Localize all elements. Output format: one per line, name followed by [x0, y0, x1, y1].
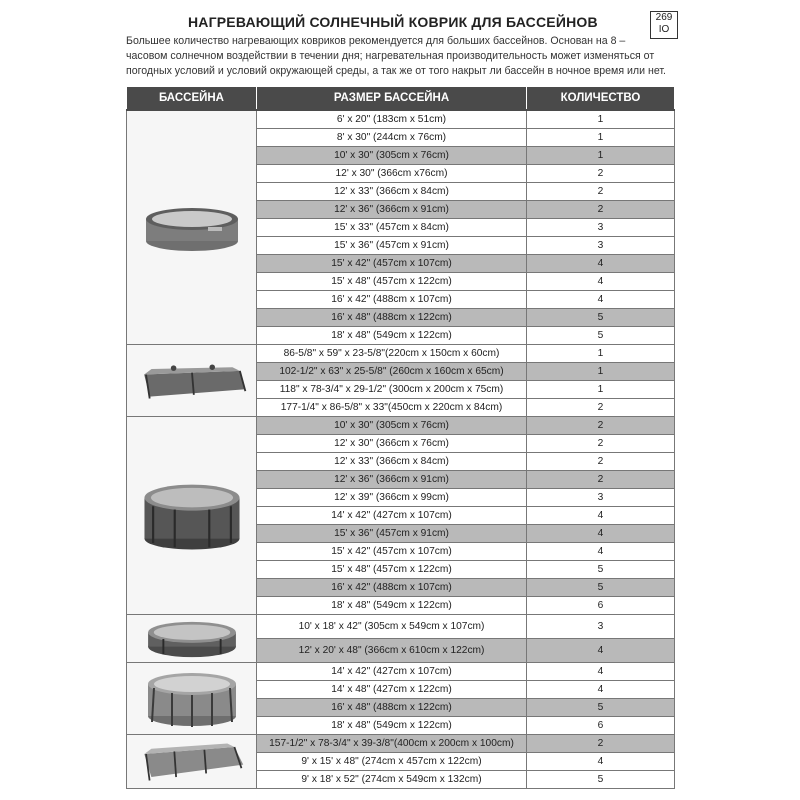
pool-size-cell: 14' x 42" (427cm x 107cm) [257, 507, 527, 525]
pool-image-cell [127, 663, 257, 735]
mat-quantity-cell: 2 [527, 735, 675, 753]
rectangular-frame-pool-icon [127, 358, 256, 404]
ultra-frame-rectangular-pool-icon [127, 737, 256, 787]
header-pool: БАССЕЙНА [127, 87, 257, 111]
mat-quantity-cell: 2 [527, 435, 675, 453]
pool-size-cell: 157-1/2" x 78-3/4" x 39-3/8"(400cm x 200cm x 100cm) [257, 735, 527, 753]
pool-size-cell: 12' x 33" (366cm x 84cm) [257, 183, 527, 201]
page-number-suffix: IO [658, 24, 670, 35]
pool-size-cell: 15' x 33" (457cm x 84cm) [257, 219, 527, 237]
mat-quantity-cell: 4 [527, 663, 675, 681]
table-body [127, 110, 675, 789]
mat-quantity-cell: 2 [527, 165, 675, 183]
pool-image-cell [127, 417, 257, 615]
mat-quantity-cell: 5 [527, 699, 675, 717]
pool-size-cell: 12' x 39" (366cm x 99cm) [257, 489, 527, 507]
mat-quantity-cell: 4 [527, 639, 675, 663]
pool-image-cell [127, 735, 257, 789]
pool-size-cell: 16' x 42" (488cm x 107cm) [257, 579, 527, 597]
pool-image-cell [127, 110, 257, 345]
header-size: РАЗМЕР БАССЕЙНА [257, 87, 527, 111]
mat-quantity-cell: 4 [527, 291, 675, 309]
pool-size-cell: 10' x 30" (305cm x 76cm) [257, 417, 527, 435]
pool-size-cell: 15' x 36" (457cm x 91cm) [257, 525, 527, 543]
mat-quantity-cell: 3 [527, 489, 675, 507]
mat-quantity-cell: 5 [527, 771, 675, 789]
pool-size-cell: 12' x 36" (366cm x 91cm) [257, 201, 527, 219]
header-qty: КОЛИЧЕСТВО [527, 87, 675, 111]
mat-quantity-cell: 2 [527, 471, 675, 489]
table-header-row [127, 87, 675, 111]
page-number: 269 [655, 12, 673, 23]
pool-size-cell: 15' x 36" (457cm x 91cm) [257, 237, 527, 255]
pool-size-cell: 18' x 48" (549cm x 122cm) [257, 717, 527, 735]
mat-quantity-cell: 5 [527, 579, 675, 597]
mat-quantity-cell: 2 [527, 453, 675, 471]
pool-size-cell: 14' x 48" (427cm x 122cm) [257, 681, 527, 699]
pool-size-cell: 16' x 42" (488cm x 107cm) [257, 291, 527, 309]
pool-size-cell: 12' x 30" (366cm x76cm) [257, 165, 527, 183]
ultra-frame-round-pool-icon [127, 668, 256, 730]
mat-quantity-cell: 2 [527, 183, 675, 201]
table-row [127, 345, 675, 363]
pool-image-cell [127, 345, 257, 417]
pool-size-cell: 14' x 42" (427cm x 107cm) [257, 663, 527, 681]
mat-quantity-cell: 4 [527, 753, 675, 771]
mat-quantity-cell: 1 [527, 363, 675, 381]
mat-quantity-cell: 2 [527, 417, 675, 435]
pool-size-cell: 15' x 48" (457cm x 122cm) [257, 561, 527, 579]
pool-size-cell: 9' x 18' x 52" (274cm x 549cm x 132cm) [257, 771, 527, 789]
solar-mat-table [126, 86, 675, 789]
mat-quantity-cell: 4 [527, 525, 675, 543]
pool-size-cell: 12' x 33" (366cm x 84cm) [257, 453, 527, 471]
page-title: НАГРЕВАЮЩИЙ СОЛНЕЧНЫЙ КОВРИК ДЛЯ БАССЕЙНОВ [188, 14, 598, 30]
pool-size-cell: 16' x 48" (488cm x 122cm) [257, 309, 527, 327]
mat-quantity-cell: 4 [527, 273, 675, 291]
pool-size-cell: 12' x 36" (366cm x 91cm) [257, 471, 527, 489]
table-row [127, 417, 675, 435]
pool-size-cell: 6' x 20" (183cm x 51cm) [257, 110, 527, 129]
pool-size-cell: 12' x 20' x 48" (366cm x 610cm x 122cm) [257, 639, 527, 663]
mat-quantity-cell: 3 [527, 237, 675, 255]
mat-quantity-cell: 3 [527, 615, 675, 639]
mat-quantity-cell: 4 [527, 507, 675, 525]
mat-quantity-cell: 5 [527, 561, 675, 579]
pool-size-cell: 86-5/8" x 59" x 23-5/8"(220cm x 150cm x 60cm) [257, 345, 527, 363]
pool-image-cell [127, 615, 257, 663]
pool-size-cell: 8' x 30" (244cm x 76cm) [257, 129, 527, 147]
pool-size-cell: 102-1/2" x 63" x 25-5/8" (260cm x 160cm x 65cm) [257, 363, 527, 381]
mat-quantity-cell: 4 [527, 543, 675, 561]
mat-quantity-cell: 6 [527, 717, 675, 735]
mat-quantity-cell: 1 [527, 147, 675, 165]
table-row [127, 735, 675, 753]
mat-quantity-cell: 3 [527, 219, 675, 237]
pool-size-cell: 16' x 48" (488cm x 122cm) [257, 699, 527, 717]
easy-set-pool-icon [127, 203, 256, 253]
table-row [127, 110, 675, 129]
mat-quantity-cell: 4 [527, 255, 675, 273]
mat-quantity-cell: 2 [527, 201, 675, 219]
pool-size-cell: 18' x 48" (549cm x 122cm) [257, 597, 527, 615]
mat-quantity-cell: 2 [527, 399, 675, 417]
pool-size-cell: 177-1/4" x 86-5/8" x 33"(450cm x 220cm x 84cm) [257, 399, 527, 417]
pool-size-cell: 18' x 48" (549cm x 122cm) [257, 327, 527, 345]
mat-quantity-cell: 1 [527, 381, 675, 399]
pool-size-cell: 10' x 18' x 42" (305cm x 549cm x 107cm) [257, 615, 527, 639]
pool-size-cell: 9' x 15' x 48" (274cm x 457cm x 122cm) [257, 753, 527, 771]
pool-size-cell: 15' x 42" (457cm x 107cm) [257, 543, 527, 561]
oval-frame-pool-icon [127, 618, 256, 660]
pool-size-cell: 15' x 48" (457cm x 122cm) [257, 273, 527, 291]
intro-paragraph: Большее количество нагревающих ковриков рекомендуется для больших бассейнов. Основан на 8 – часовом солнечном воздействии в течении дня; нагревательная производительность может изменяться от погодных условий и условий окружающей среды, а так же от того накрыт ли бассейн в ночное время или нет. [126, 35, 666, 77]
table-row [127, 663, 675, 681]
mat-quantity-cell: 5 [527, 309, 675, 327]
mat-quantity-cell: 1 [527, 345, 675, 363]
mat-quantity-cell: 1 [527, 110, 675, 129]
table-row [127, 615, 675, 639]
pool-size-cell: 15' x 42" (457cm x 107cm) [257, 255, 527, 273]
pool-size-cell: 118" x 78-3/4" x 29-1/2" (300cm x 200cm x 75cm) [257, 381, 527, 399]
round-metal-frame-pool-icon [127, 478, 256, 554]
mat-quantity-cell: 4 [527, 681, 675, 699]
pool-size-cell: 12' x 30" (366cm x 76cm) [257, 435, 527, 453]
mat-quantity-cell: 5 [527, 327, 675, 345]
mat-quantity-cell: 6 [527, 597, 675, 615]
pool-size-cell: 10' x 30" (305cm x 76cm) [257, 147, 527, 165]
mat-quantity-cell: 1 [527, 129, 675, 147]
